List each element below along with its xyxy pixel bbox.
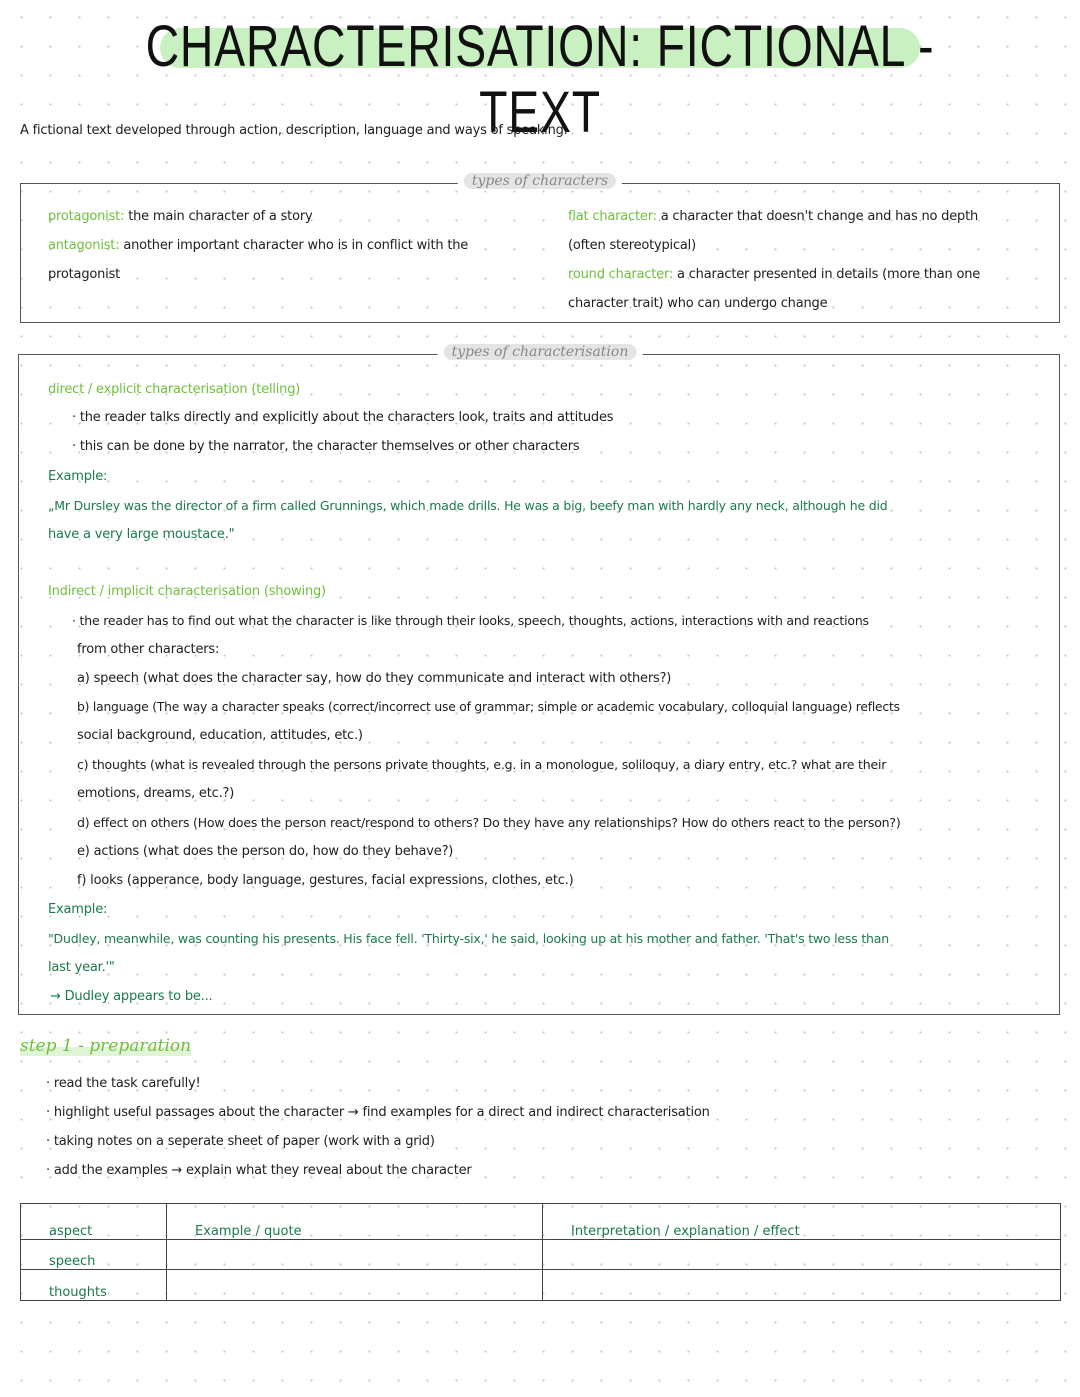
row-example-cell[interactable] bbox=[167, 1270, 543, 1301]
direct-point: · the reader talks directly and explicitly about the characters look, traits and attitudes bbox=[72, 410, 614, 425]
step1-point: · highlight useful passages about the character → find examples for a direct and indirect characterisation bbox=[46, 1105, 710, 1120]
flat-character-entry bbox=[568, 209, 978, 225]
indirect-example-quote: "Dudley, meanwhile, was counting his presents. His face fell. 'Thirty-six,' he said, looking up at his mother and father. 'That's two less than bbox=[48, 931, 889, 946]
term: antagonist: bbox=[48, 238, 120, 253]
example-label: Example: bbox=[48, 469, 108, 484]
example-label: Example: bbox=[48, 902, 108, 917]
legend-text: types of characterisation bbox=[444, 344, 637, 360]
indirect-point: a) speech (what does the character say, how do they communicate and interact with others?) bbox=[77, 671, 672, 686]
step1-point: · taking notes on a seperate sheet of paper (work with a grid) bbox=[46, 1134, 435, 1149]
header-interpretation: Interpretation / explanation / effect bbox=[543, 1204, 1061, 1240]
table-row bbox=[21, 1270, 1061, 1301]
indirect-point: b) language (The way a character speaks (correct/incorrect use of grammar; simple or academic vocabulary, colloquial language) reflects bbox=[77, 700, 900, 714]
flat-def-cont: (often stereotypical) bbox=[568, 238, 696, 253]
row-aspect: speech bbox=[21, 1240, 167, 1270]
indirect-point: emotions, dreams, etc.?) bbox=[77, 786, 235, 801]
definition: the main character of a story bbox=[128, 209, 313, 224]
definition: a character that doesn't change and has no depth bbox=[660, 209, 979, 224]
types-of-characters-legend bbox=[458, 173, 622, 189]
term: round character: bbox=[568, 267, 674, 282]
indirect-point: · the reader has to find out what the character is like through their looks, speech, thoughts, actions, interactions with and reactions bbox=[72, 613, 869, 628]
types-of-characterisation-legend bbox=[438, 344, 643, 360]
analysis-grid-table bbox=[20, 1203, 1061, 1301]
conclusion-text: → Dudley appears to be... bbox=[50, 989, 213, 1004]
antagonist-entry bbox=[48, 238, 468, 254]
direct-point: · this can be done by the narrator, the character themselves or other characters bbox=[72, 439, 580, 454]
step1-point: · read the task carefully! bbox=[46, 1076, 201, 1091]
antagonist-def-cont: protagonist bbox=[48, 267, 121, 282]
round-character-entry bbox=[568, 267, 980, 283]
indirect-heading: Indirect / implicit characterisation (showing) bbox=[48, 584, 326, 599]
direct-heading: direct / explicit characterisation (telling) bbox=[48, 382, 301, 397]
definition: a character presented in details (more than one bbox=[677, 267, 981, 282]
term: flat character: bbox=[568, 209, 657, 224]
intro-text: A fictional text developed through action, description, language and ways of speaking. bbox=[20, 123, 568, 138]
indirect-example-quote: last year.'" bbox=[48, 960, 115, 975]
definition: another important character who is in conflict with the bbox=[123, 238, 469, 253]
indirect-point: e) actions (what does the person do, how do they behave?) bbox=[77, 844, 454, 859]
term: protagonist: bbox=[48, 209, 125, 224]
table-row bbox=[21, 1240, 1061, 1270]
protagonist-entry bbox=[48, 209, 312, 225]
indirect-point: social background, education, attitudes, etc.) bbox=[77, 728, 363, 743]
indirect-point: c) thoughts (what is revealed through the persons private thoughts, e.g. in a monologue, soliloquy, a diary entry, etc.? what are their bbox=[77, 757, 887, 772]
row-interpretation-cell[interactable] bbox=[543, 1240, 1061, 1270]
row-aspect: thoughts bbox=[21, 1270, 167, 1301]
indirect-point: from other characters: bbox=[77, 642, 220, 657]
header-example: Example / quote bbox=[167, 1204, 543, 1240]
header-aspect: aspect bbox=[21, 1204, 167, 1240]
page-title: CHARACTERISATION: FICTIONAL - TEXT bbox=[145, 14, 935, 145]
round-def-cont: character trait) who can undergo change bbox=[568, 296, 828, 311]
indirect-point: f) looks (apperance, body language, gestures, facial expressions, clothes, etc.) bbox=[77, 873, 574, 888]
direct-example-quote: „Mr Dursley was the director of a firm called Grunnings, which made drills. He was a big, beefy man with hardly any neck, although he did bbox=[48, 498, 888, 513]
table-header-row bbox=[21, 1204, 1061, 1240]
row-interpretation-cell[interactable] bbox=[543, 1270, 1061, 1301]
step1-point: · add the examples → explain what they reveal about the character bbox=[46, 1163, 472, 1178]
step1-heading: step 1 - preparation bbox=[20, 1036, 192, 1056]
legend-text: types of characters bbox=[464, 173, 616, 189]
direct-example-quote: have a very large moustace." bbox=[48, 527, 235, 542]
indirect-point: d) effect on others (How does the person react/respond to others? Do they have any relationships? How do others react to the person?) bbox=[77, 815, 901, 830]
row-example-cell[interactable] bbox=[167, 1240, 543, 1270]
